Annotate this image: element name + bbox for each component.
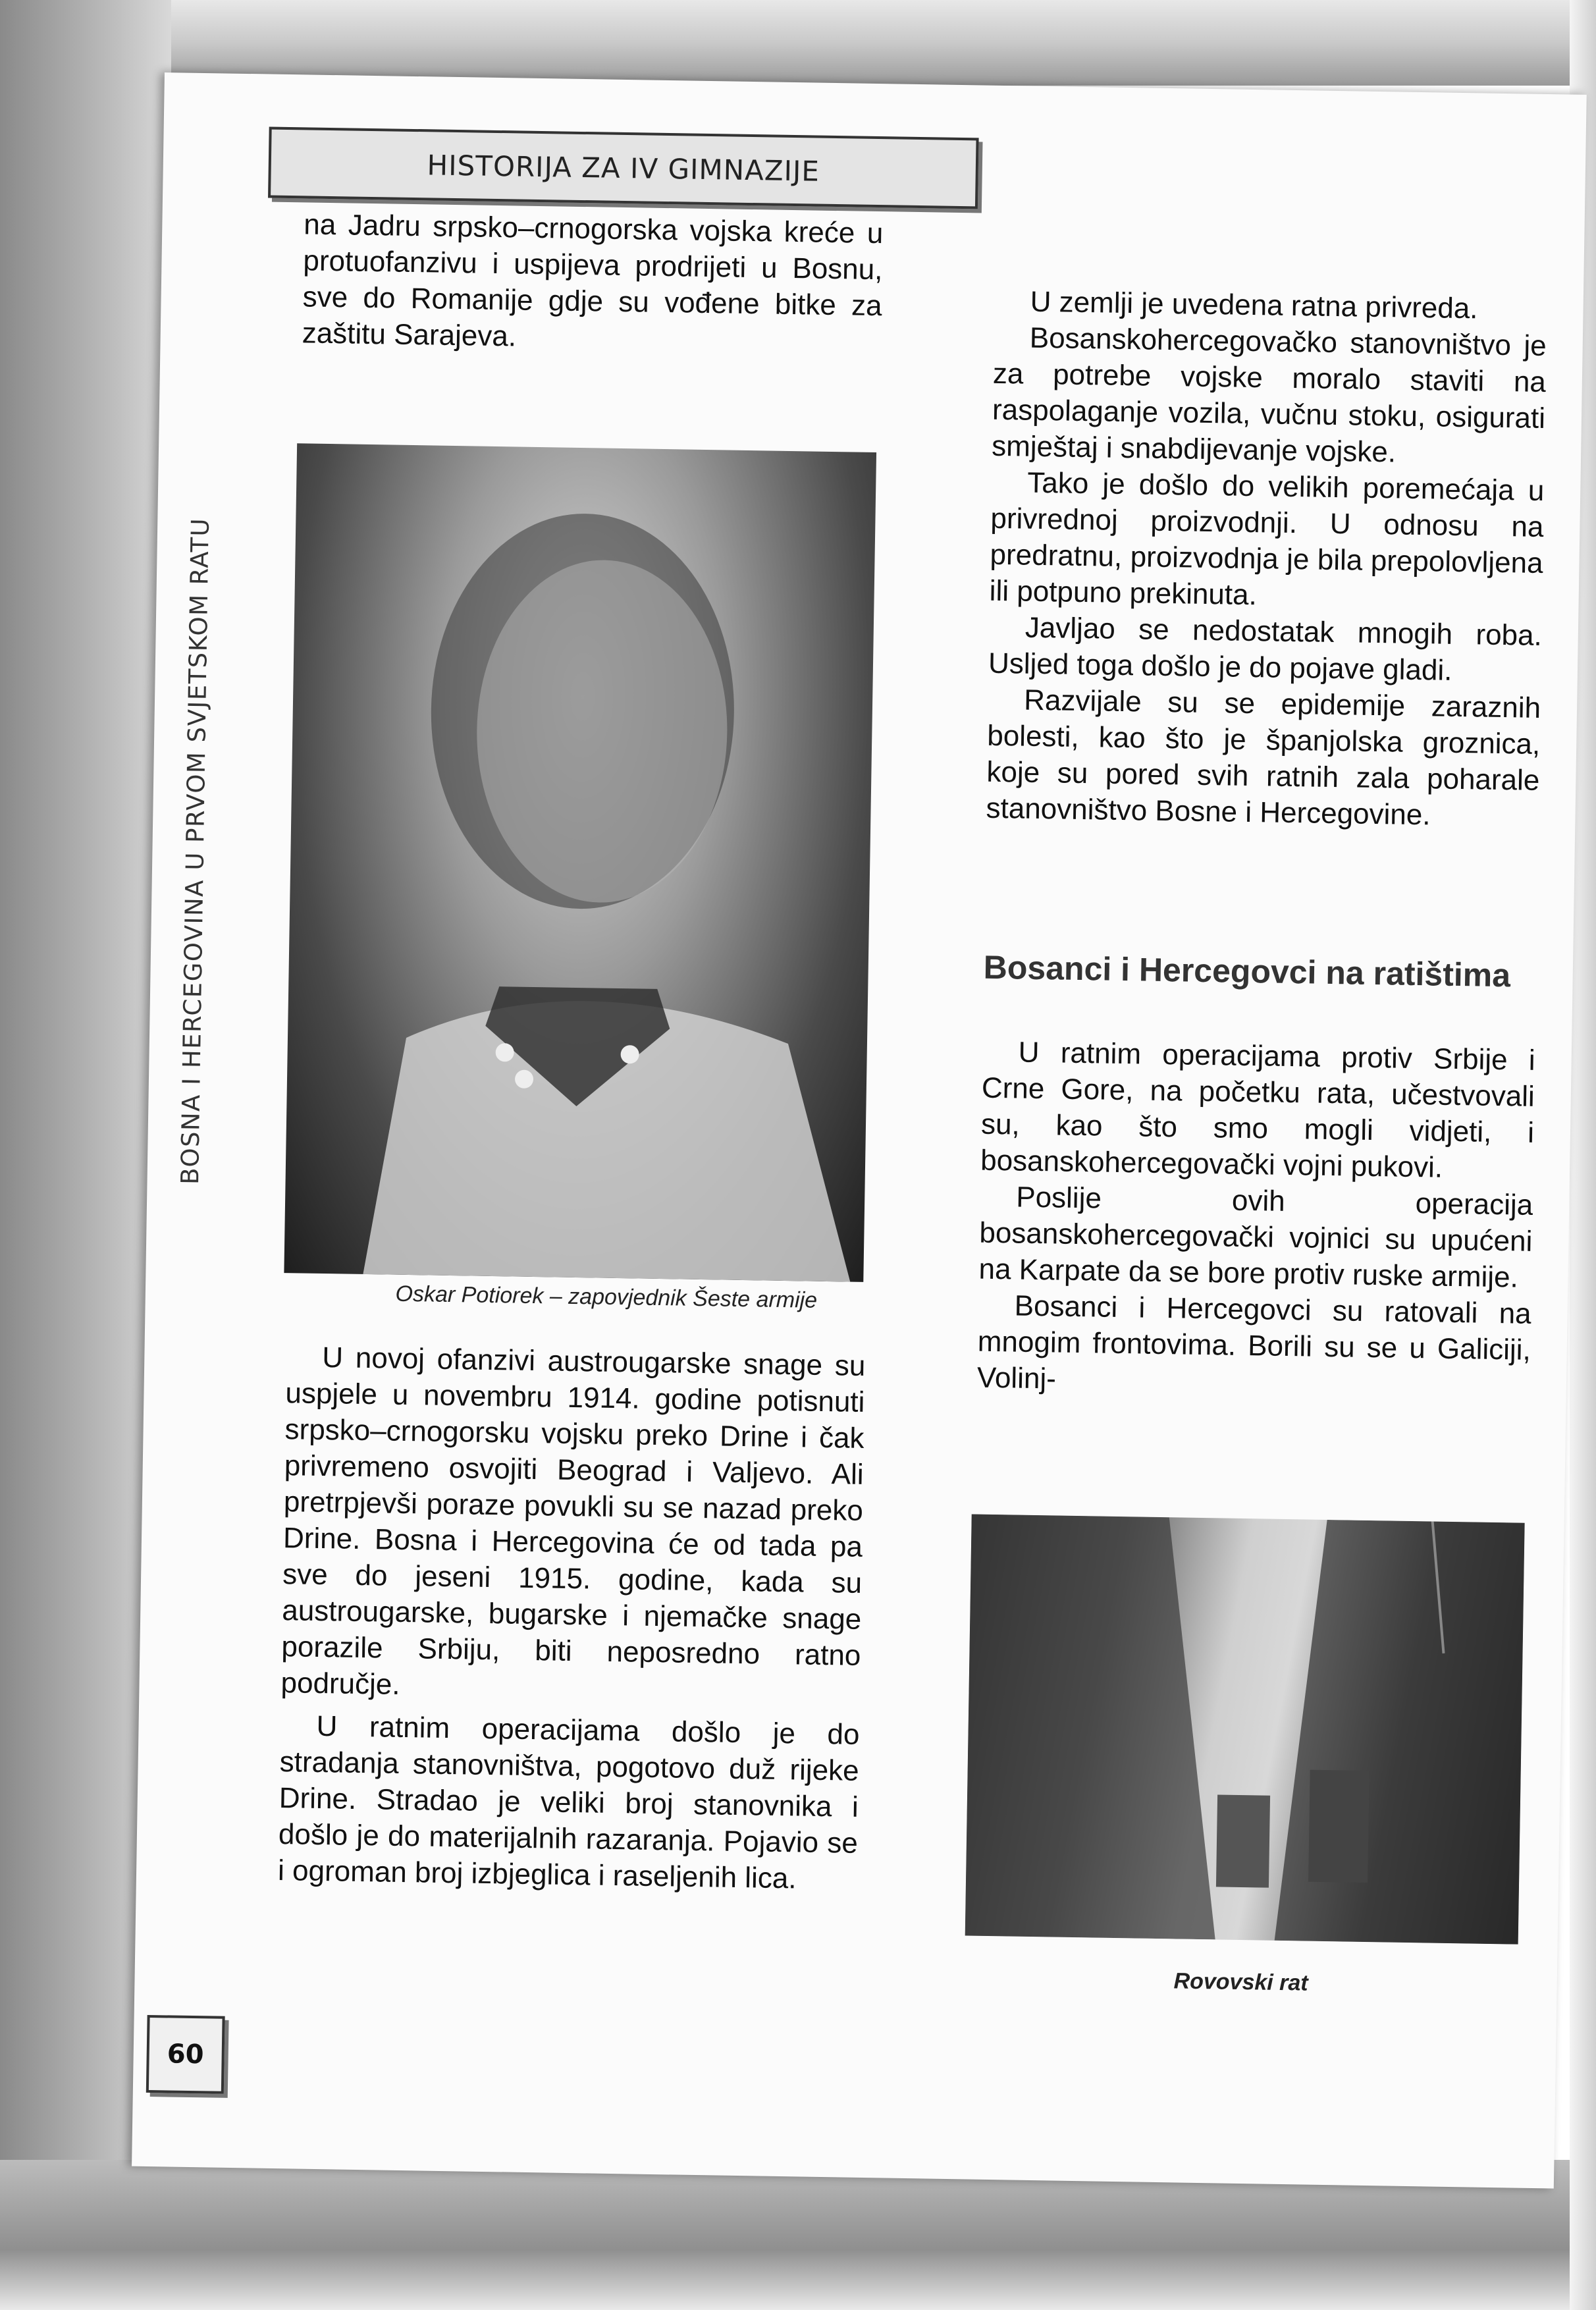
section-heading: Bosanci i Hercegovci na ratištima: [983, 948, 1511, 994]
page-number: 60: [146, 2015, 225, 2094]
paragraph: Razvijale su se epidemije zaraznih bolesti, kao što je španjolska groznica, koje su pored svih ratnih zala poharale stanovništvo Bosne i Hercegovine.: [986, 684, 1541, 832]
trench-illustration: [965, 1515, 1525, 1945]
portrait-photo: [284, 443, 876, 1282]
paragraph: Bosanskohercegovačko stanovništvo je za potrebe vojske moralo staviti na raspolaganje vozila, vučnu stoku, osigurati smještaj i snabdijevanje vojske.: [991, 321, 1547, 469]
paragraph: U ratnim operacijama došlo je do stradanja stanovništva, pogotovo duž rijeke Drine. Stradao je veliki broj stanovnika i došlo je do materijalnih razaranja. Pojavio se i ogroman broj izbjeglica i raseljenih lica.: [277, 1709, 860, 1895]
paragraph: U ratnim operacijama protiv Srbije i Crne Gore, na početku rata, učestvovali su, kao što smo mogli vidjeti, i bosanskohercegovački vojni pukovi.: [980, 1036, 1536, 1184]
paragraph: U novoj ofanzivi austrougarske snage su uspjele u novembru 1914. godine potisnuti srpsko–crnogorsku vojsku preko Drine i čak privremeno osvojiti Beograd i Valjevo. Ali pretrpjevši poraze povukli su se nazad preko Drine. Bosna i Hercegovina će od tada pa sve do jeseni 1915. godine, kada su austrougarske, bugarske i njemačke snage porazile Srbiju, biti neposredno ratno područje.: [280, 1341, 866, 1701]
scan-shadow-top: [0, 0, 1596, 86]
trench-caption: Rovovski rat: [1173, 1968, 1308, 1996]
right-column-section: [977, 1034, 1536, 1405]
portrait-caption: Oskar Potiorek – zapovjednik Šeste armije: [395, 1281, 818, 1313]
left-column-top: [302, 206, 883, 360]
left-column-bottom: [278, 1339, 866, 1898]
paragraph: Javljao se nedostatak mnogih roba. Usljed toga došlo je do pojave gladi.: [988, 611, 1543, 687]
textbook-page: [132, 72, 1587, 2189]
paragraph: Poslije ovih operacija bosanskohercegovački vojnici su upućeni na Karpate da se bore protiv ruske armije.: [978, 1181, 1533, 1294]
paragraph: Bosanci i Hercegovci su ratovali na mnogim frontovima. Borili su se u Galiciji, Volinj-: [976, 1289, 1532, 1395]
side-chapter-title: BOSNA I HERCEGOVINA U PRVOM SVJETSKOM RATU: [175, 517, 215, 1185]
portrait-illustration: [284, 443, 876, 1282]
trench-photo: [965, 1515, 1525, 1945]
paragraph: Tako je došlo do velikih poremećaja u privrednoj proizvodnji. U odnosu na predratnu, proizvodnja je bila prepolovljena ili potpuno prekinuta.: [989, 466, 1545, 612]
right-column-top: [986, 283, 1547, 835]
intro-paragraph: na Jadru srpsko–crnogorska vojska kreće u protuofanzivu i uspijeva prodrijeti u Bosnu, sve do Romanije gdje su vođene bitke za zaštitu Sarajeva.: [302, 208, 884, 353]
paragraph: U zemlji je uvedena ratna privreda.: [1030, 285, 1478, 325]
header-title: HISTORIJA ZA IV GIMNAZIJE: [268, 127, 979, 209]
